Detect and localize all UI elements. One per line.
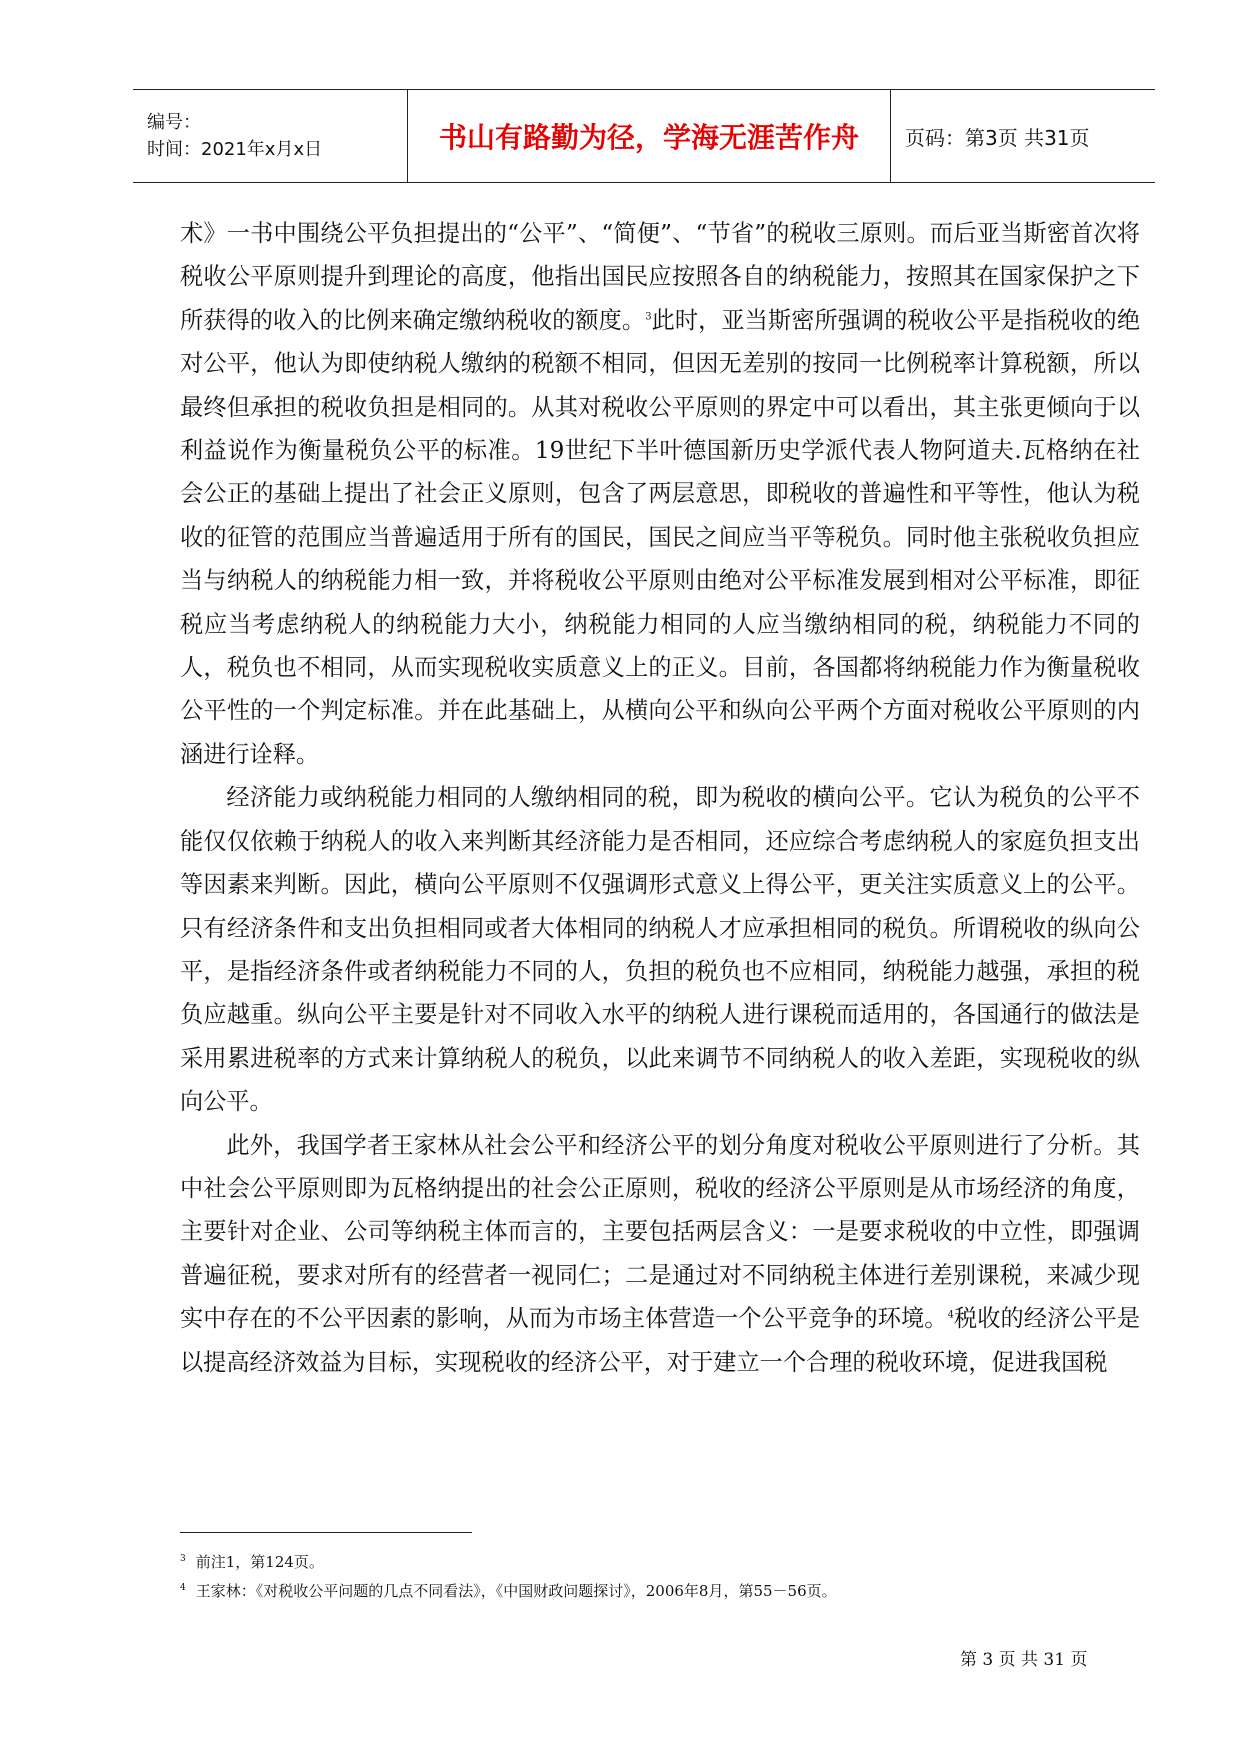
footnote-4	[180, 1575, 1140, 1604]
page-header	[133, 89, 1155, 183]
footnote-text: 前注1，第124页。	[195, 1553, 324, 1571]
footnote-3	[180, 1546, 1140, 1575]
document-body	[180, 212, 1140, 1384]
paragraph-1-text-a: 术》一书中围绕公平负担提出的“公平”、“简便”、“节省”的税收三原则。而后亚当斯密首次将税收公平原则提升到理论的高度，他指出国民应按照各自的纳税能力，按照其在国家保护之下所获得的收入的比例来确定缴纳税收的额度。	[180, 220, 1140, 334]
paragraph-1-text-b: 此时，亚当斯密所强调的税收公平是指税收的绝对公平，他认为即使纳税人缴纳的税额不相同，但因无差别的按同一比例税率计算税额，所以最终但承担的税收负担是相同的。从其对税收公平原则的界定中可以看出，其主张更倾向于以利益说作为衡量税负公平的标准。19世纪下半叶德国新历史学派代表人物阿道夫.瓦格纳在社会公正的基础上提出了社会正义原则，包含了两层意思，即税收的普遍性和平等性，他认为税收的征管的范围应当普遍适用于所有的国民，国民之间应当平等税负。同时他主张税收负担应当与纳税人的纳税能力相一致，并将税收公平原则由绝对公平标准发展到相对公平标准，即征税应当考虑纳税人的纳税能力大小，纳税能力相同的人应当缴纳相同的税，纳税能力不同的人，税负也不相同，从而实现税收实质意义上的正义。目前，各国都将纳税能力作为衡量税收公平性的一个判定标准。并在此基础上，从横向公平和纵向公平两个方面对税收公平原则的内涵进行诠释。	[180, 306, 1141, 768]
paragraph-3	[180, 1124, 1140, 1384]
motto-text: 书山有路勤为径，学海无涯苦作舟	[438, 121, 859, 154]
document-time-label: 时间：2021年x月x日	[147, 139, 323, 160]
paragraph-1	[180, 212, 1140, 776]
page-count-label: 页码：第3页 共31页	[905, 125, 1090, 150]
footnote-number: 3	[180, 1554, 186, 1564]
header-motto	[407, 90, 891, 182]
paragraph-2	[180, 776, 1140, 1123]
footnote-number: 4	[180, 1583, 186, 1593]
footnote-ref-3[interactable]: 3	[645, 311, 652, 323]
footnote-separator	[180, 1532, 472, 1533]
page-footer: 第 3 页 共 31 页	[960, 1650, 1088, 1670]
footnotes	[180, 1546, 1140, 1604]
document-number-label: 编号：	[147, 112, 201, 133]
paragraph-3-text-a: 此外，我国学者王家林从社会公平和经济公平的划分角度对税收公平原则进行了分析。其中社会公平原则即为瓦格纳提出的社会公正原则，税收的经济公平原则是从市场经济的角度，主要针对企业、公司等纳税主体而言的，主要包括两层含义：一是要求税收的中立性，即强调普遍征税，要求对所有的经营者一视同仁；二是通过对不同纳税主体进行差别课税，来减少现实中存在的不公平因素的影响，从而为市场主体营造一个公平竞争的环境。	[180, 1131, 1140, 1333]
footnote-ref-4[interactable]: 4	[947, 1309, 954, 1321]
paragraph-2-text: 经济能力或纳税能力相同的人缴纳相同的税，即为税收的横向公平。它认为税负的公平不能仅仅依赖于纳税人的收入来判断其经济能力是否相同，还应综合考虑纳税人的家庭负担支出等因素来判断。因此，横向公平原则不仅强调形式意义上得公平，更关注实质意义上的公平。只有经济条件和支出负担相同或者大体相同的纳税人才应承担相同的税负。所谓税收的纵向公平，是指经济条件或者纳税能力不同的人，负担的税负也不应相同，纳税能力越强，承担的税负应越重。纵向公平主要是针对不同收入水平的纳税人进行课税而适用的，各国通行的做法是采用累进税率的方式来计算纳税人的税负，以此来调节不同纳税人的收入差距，实现税收的纵向公平。	[180, 784, 1140, 1116]
header-page-info	[891, 90, 1155, 182]
footnote-text: 王家林：《对税收公平问题的几点不同看法》，《中国财政问题探讨》，2006年8月，第55－56页。	[195, 1582, 837, 1600]
paragraph-3-text-b: 税收的经济公平是以提高经济效益为目标，实现税收的经济公平，对于建立一个合理的税收环境，促进我国税	[180, 1305, 1141, 1376]
header-meta	[133, 90, 407, 182]
